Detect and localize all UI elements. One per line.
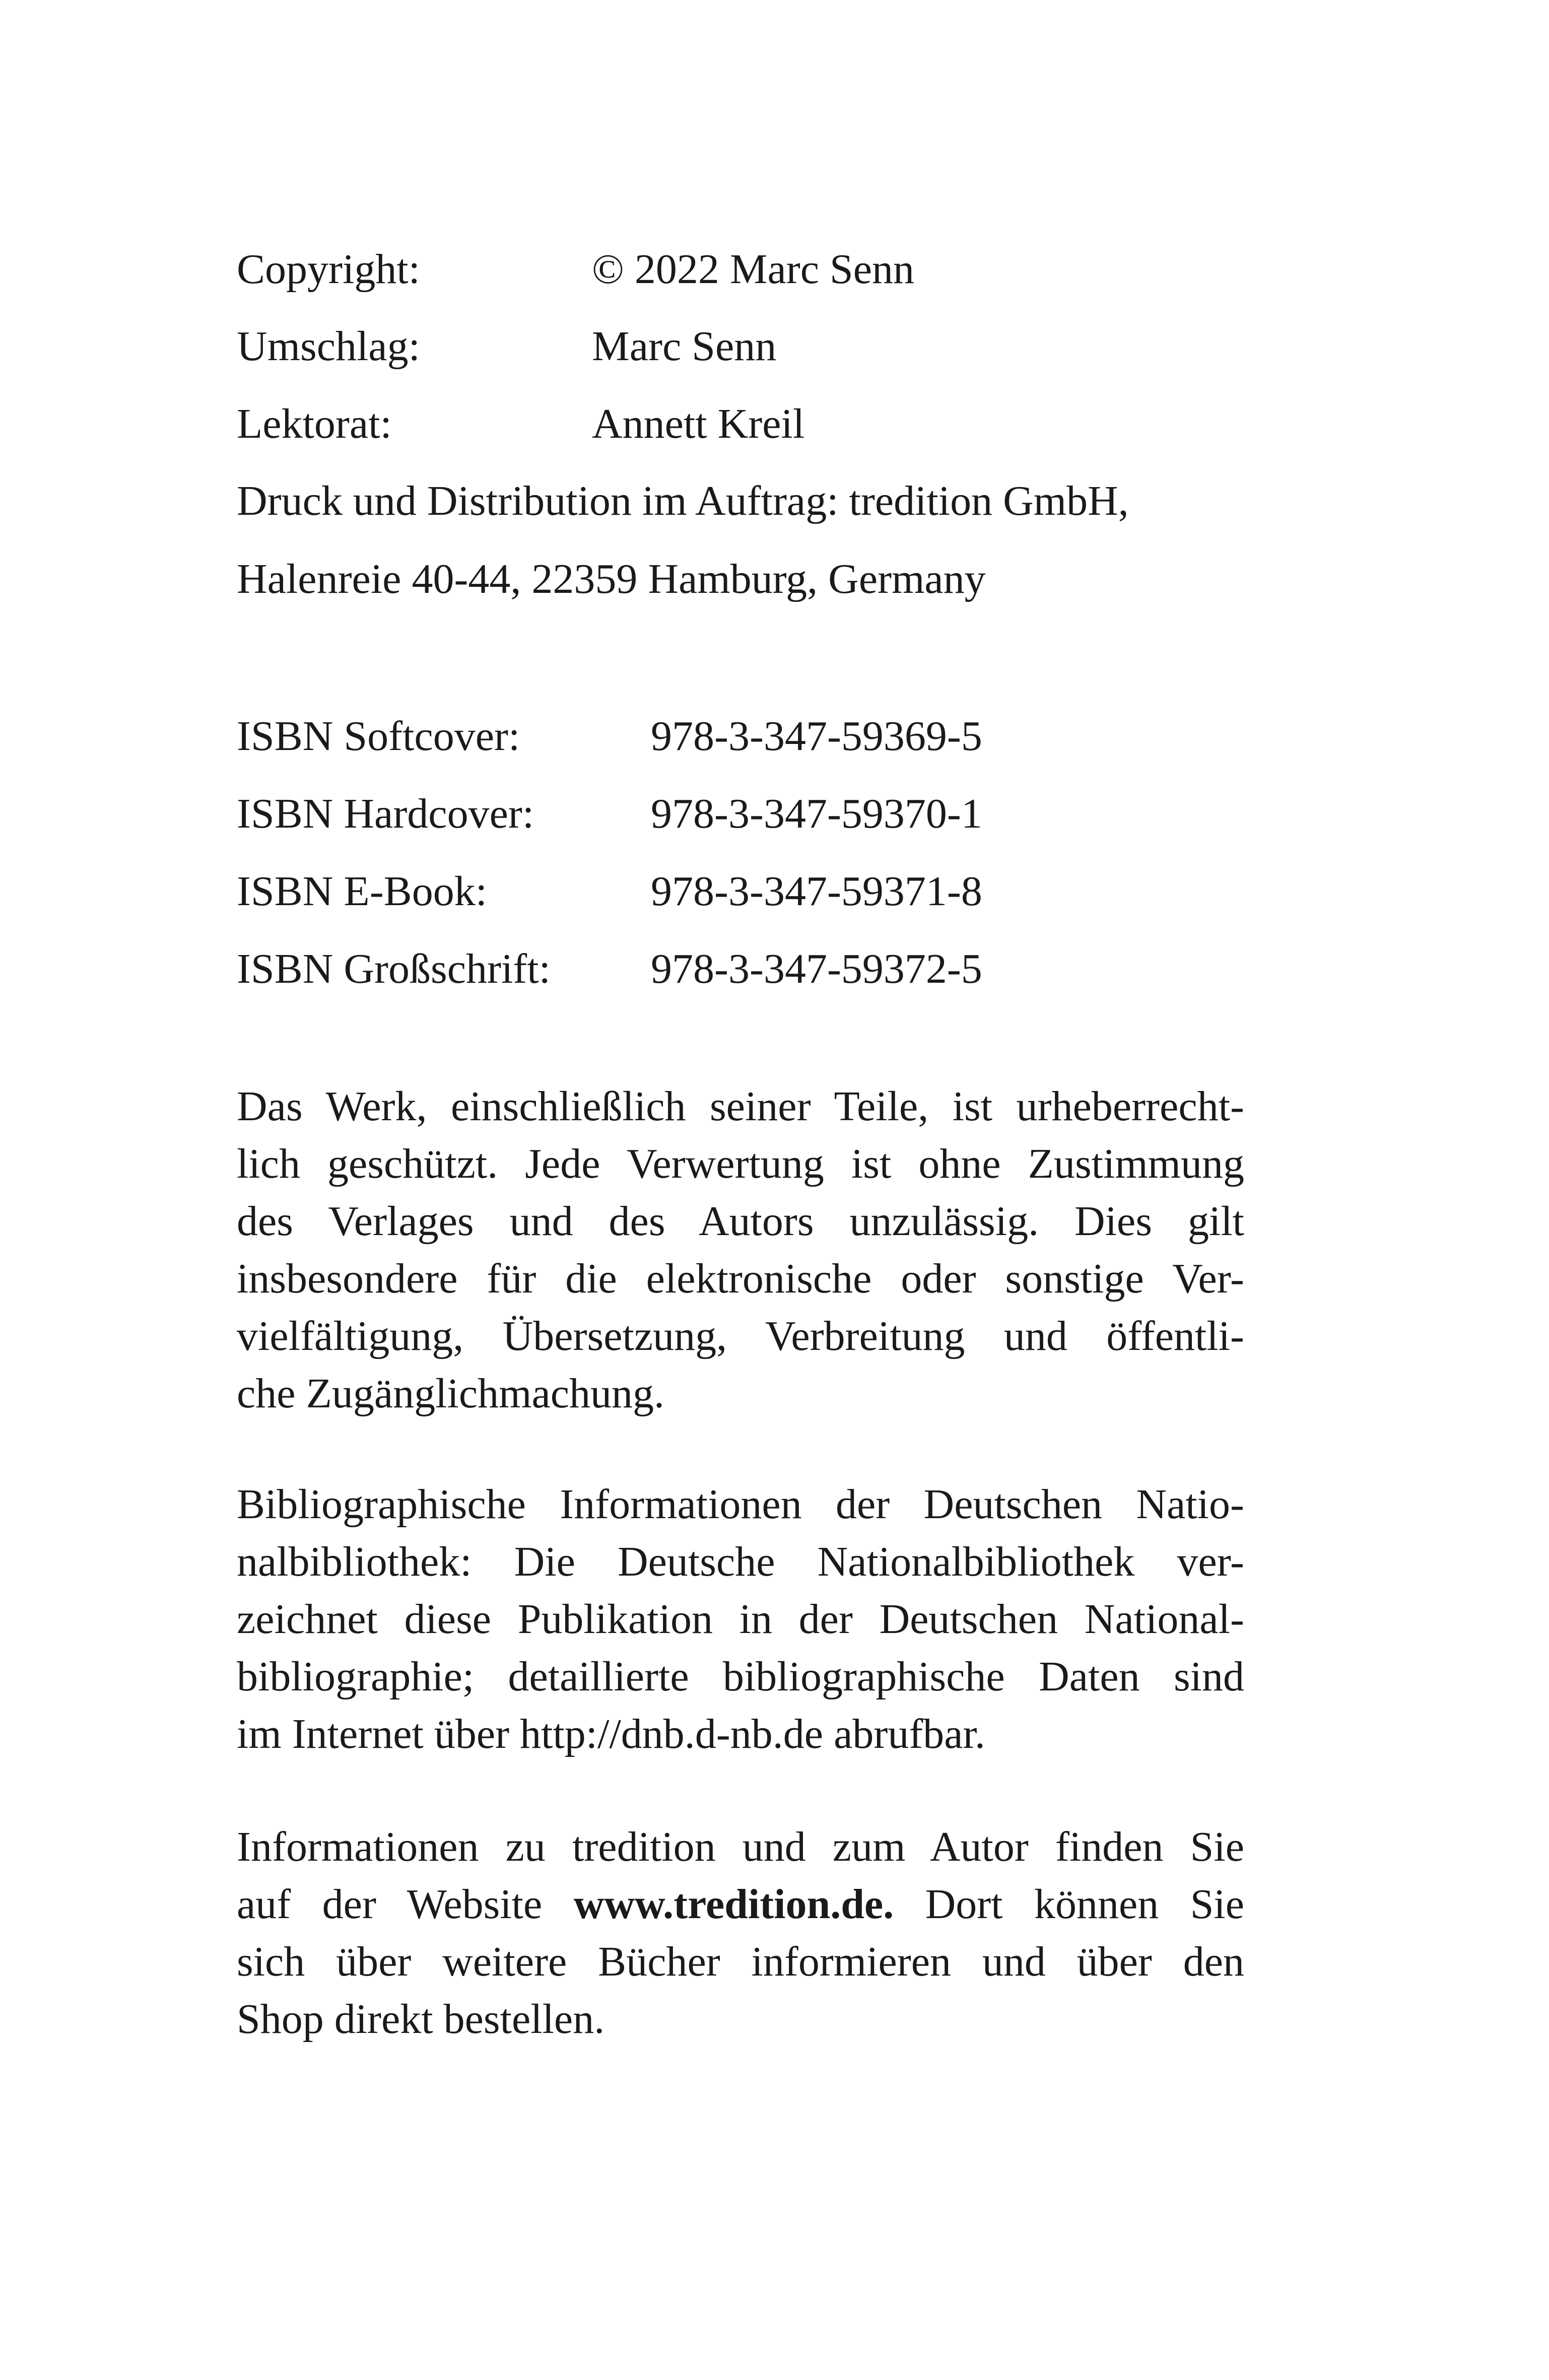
paragraph-line: des Verlages und des Autors unzulässig. Dies gilt (237, 1198, 1244, 1245)
credit-value: © 2022 Marc Senn (592, 246, 915, 293)
publisher-info (237, 1818, 1244, 2048)
paragraph-line: Das Werk, einschließlich seiner Teile, ist urheberrecht- (237, 1083, 1244, 1130)
paragraph-line: bibliographie; detaillierte bibliographische Daten sind (237, 1653, 1244, 1700)
paragraph-line: lich geschützt. Jede Verwertung ist ohne Zustimmung (237, 1140, 1244, 1187)
website-suffix: Dort können Sie (925, 1881, 1245, 1928)
isbn-label: ISBN Großschrift: (237, 945, 551, 992)
paragraph-line: che Zugänglichmachung. (237, 1370, 665, 1417)
website-prefix: auf der Website (237, 1881, 543, 1928)
isbn-value: 978-3-347-59370-1 (651, 790, 982, 837)
isbn-value: 978-3-347-59372-5 (651, 945, 982, 992)
credit-value: Marc Senn (592, 323, 777, 370)
paragraph-line-website (237, 1876, 1244, 1933)
isbn-value: 978-3-347-59369-5 (651, 713, 982, 760)
credit-label: Copyright: (237, 246, 421, 293)
distribution-line-1: Druck und Distribution im Auftrag: tredition GmbH, (237, 478, 1129, 524)
isbn-label: ISBN E-Book: (237, 868, 488, 915)
credit-value: Annett Kreil (592, 400, 805, 447)
bibliographic-info (237, 1476, 1244, 1763)
paragraph-line: Bibliographische Informationen der Deutschen Natio- (237, 1481, 1244, 1528)
paragraph-line: im Internet über http://dnb.d-nb.de abrufbar. (237, 1711, 985, 1757)
paragraph-line: sich über weitere Bücher informieren und über den (237, 1938, 1244, 1985)
website-link[interactable]: www.tredition.de. (573, 1881, 894, 1928)
copyright-notice (237, 1078, 1244, 1422)
isbn-label: ISBN Hardcover: (237, 790, 534, 837)
isbn-label: ISBN Softcover: (237, 713, 520, 760)
isbn-value: 978-3-347-59371-8 (651, 868, 982, 915)
credit-label: Umschlag: (237, 323, 420, 370)
distribution-line-2: Halenreie 40-44, 22359 Hamburg, Germany (237, 556, 986, 602)
paragraph-line: Informationen zu tredition und zum Autor finden Sie (237, 1823, 1244, 1870)
paragraph-line: Shop direkt bestellen. (237, 1996, 605, 2043)
paragraph-line: insbesondere für die elektronische oder sonstige Ver- (237, 1255, 1244, 1302)
paragraph-line: nalbibliothek: Die Deutsche Nationalbibliothek ver- (237, 1538, 1244, 1585)
paragraph-line: zeichnet diese Publikation in der Deutschen National- (237, 1596, 1244, 1643)
credit-label: Lektorat: (237, 400, 392, 447)
paragraph-line: vielfältigung, Übersetzung, Verbreitung und öffentli- (237, 1313, 1244, 1359)
